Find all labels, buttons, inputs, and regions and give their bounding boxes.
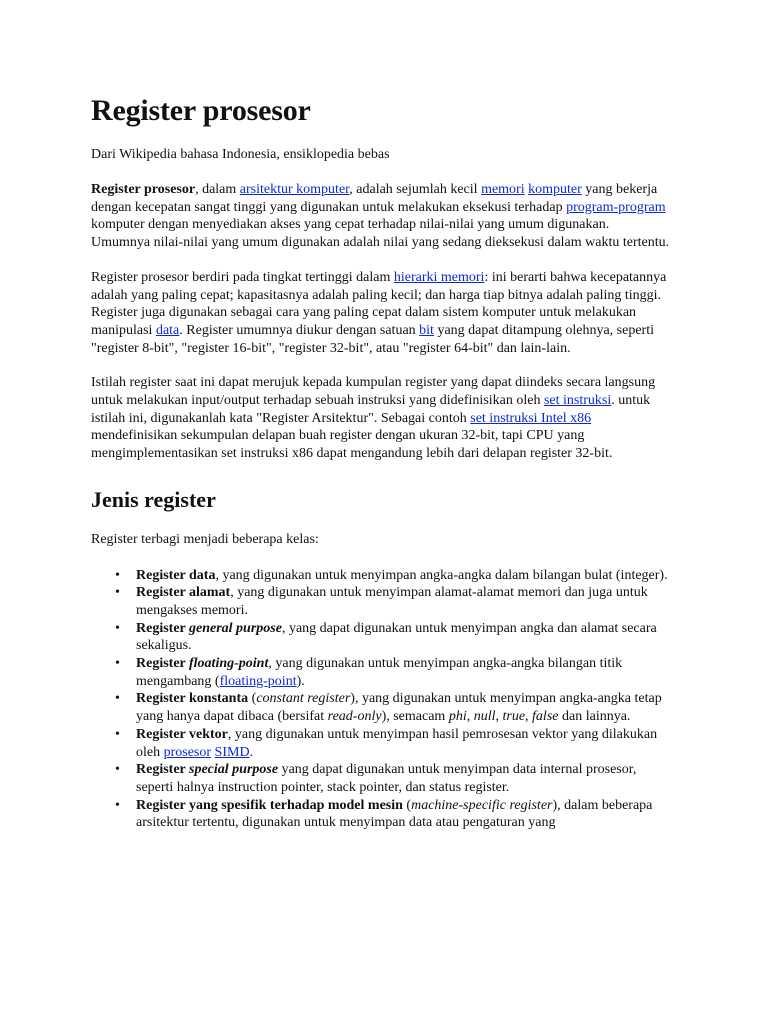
paragraph-3-text: Istilah register saat ini dapat merujuk kepada kumpulan register yang dapat diindeks secara langsung untuk melakukan input/output terhadap sebuah instruksi yang didefinisikan oleh: [91, 375, 656, 409]
list-item-text: ), semacam: [381, 709, 449, 725]
bullet-icon: •: [115, 691, 120, 707]
list-item-term-italic: general purpose: [189, 620, 282, 636]
list-item-term-italic: floating-point: [189, 656, 269, 672]
article: [91, 90, 671, 832]
paragraph-2-text: : ini berarti bahwa kecepatannya adalah yang paling cepat; kapasitasnya adalah paling kecil; dan harga tiap bitnya adalah paling tinggi. Register juga digunakan sebagai cara yang paling cepat dalam sistem komputer untuk melakukan manipulasi: [91, 269, 667, 338]
link-set-instruksi[interactable]: set instruksi: [543, 393, 612, 409]
link-simd[interactable]: SIMD: [214, 744, 250, 760]
list-item-italic: phi: [448, 709, 467, 725]
paragraph-1-text: yang bekerja dengan kecepatan sangat tinggi yang digunakan untuk melakukan eksekusi terhadap: [91, 182, 658, 215]
bullet-icon: •: [115, 656, 120, 672]
list-item-text: ,: [495, 709, 503, 725]
list-item-text: , yang digunakan untuk menyimpan angka-angka dalam bilangan bulat (integer).: [215, 567, 668, 583]
list-item-term: Register data: [136, 567, 216, 583]
list-item-text: ), dalam beberapa arsitektur tertentu, digunakan untuk menyimpan data atau pengaturan yang: [136, 797, 653, 831]
list-item-term: Register yang spesifik terhadap model mesin: [136, 797, 403, 813]
list-item: [115, 584, 676, 619]
link-floating-point[interactable]: floating-point: [219, 673, 297, 689]
paragraph-1-text: komputer dengan menyediakan akses yang cepat terhadap nilai-nilai yang umum digunakan. Umumnya nilai-nilai yang umum digunakan adalah nilai yang sedang dieksekusi dalam waktu tertentu.: [91, 217, 670, 251]
list-item-italic: true: [502, 709, 526, 725]
page-subtitle: Dari Wikipedia bahasa Indonesia, ensiklopedia bebas: [91, 147, 390, 162]
list-item: [115, 655, 676, 690]
list-item-text: yang dapat digunakan untuk menyimpan data internal prosesor, seperti halnya instruction pointer, stack pointer, dan status register.: [136, 762, 637, 795]
list-item-text: , yang digunakan untuk menyimpan angka-angka bilangan titik mengambang (: [136, 656, 623, 689]
paragraph-3-text: . untuk istilah ini, digunakanlah kata "Register Arsitektur". Sebagai contoh: [91, 393, 651, 426]
link-memori[interactable]: memori: [481, 182, 525, 197]
list-item-text: ,: [525, 709, 533, 725]
list-item: [115, 761, 676, 796]
list-item-term: Register: [136, 762, 189, 778]
list-item-text: ), yang digunakan untuk menyimpan angka-angka tetap yang hanya dapat dibaca (bersifat: [136, 691, 662, 725]
list-item: [115, 726, 676, 761]
list-item-italic: false: [532, 709, 559, 725]
list-item-italic: constant register: [256, 691, 351, 707]
bullet-icon: •: [115, 797, 120, 813]
paragraph-1: [91, 181, 671, 252]
list-item-italic: machine-specific register: [411, 797, 553, 813]
list-item-text: dan lainnya.: [558, 709, 631, 725]
section-heading: Jenis register: [91, 486, 216, 512]
bullet-icon: •: [115, 585, 120, 601]
paragraph-3: [91, 374, 671, 463]
list-item: [115, 567, 676, 585]
list-item-term: Register vektor: [136, 726, 228, 742]
register-types-list: [91, 567, 676, 833]
bullet-icon: •: [115, 567, 120, 583]
paragraph-1-text: , adalah sejumlah kecil: [349, 182, 482, 197]
list-item-term: Register: [136, 620, 189, 636]
link-bit[interactable]: bit: [419, 322, 434, 338]
bullet-icon: •: [115, 762, 120, 778]
link-program-program[interactable]: program-program: [566, 199, 666, 215]
paragraph-2-text: yang dapat ditampung olehnya, seperti "register 8-bit", "register 16-bit", "register 32-bit", atau "register 64-bit" dan lain-lain.: [91, 322, 655, 356]
paragraph-3-text: mendefinisikan sekumpulan delapan buah register dengan ukuran 32-bit, tapi CPU yang mengimplementasikan set instruksi x86 dapat mengandung lebih dari delapan register 32-bit.: [91, 428, 613, 462]
link-prosesor[interactable]: prosesor: [163, 744, 212, 760]
list-item-term: Register konstanta: [136, 691, 249, 707]
list-item-term-italic: special purpose: [189, 762, 279, 778]
list-item-text: ,: [466, 709, 474, 725]
list-item: [115, 620, 676, 655]
list-item-text: ).: [296, 673, 305, 689]
link-hierarki-memori[interactable]: hierarki memori: [393, 269, 485, 285]
link-set-instruksi-intel-x86[interactable]: set instruksi Intel x86: [470, 410, 592, 426]
list-item-term: Register: [136, 656, 189, 672]
list-item-text: , yang digunakan untuk menyimpan alamat-alamat memori dan juga untuk mengakses memori.: [136, 585, 648, 618]
paragraph-2: [91, 269, 671, 358]
paragraph-1-text: , dalam: [195, 182, 240, 197]
section-intro: Register terbagi menjadi beberapa kelas:: [91, 531, 319, 547]
link-arsitektur-komputer[interactable]: arsitektur komputer: [239, 182, 350, 197]
link-komputer[interactable]: komputer: [528, 182, 582, 197]
list-item-text: (: [248, 691, 257, 707]
link-data[interactable]: data: [155, 322, 180, 338]
list-item-italic: null: [473, 709, 496, 725]
paragraph-2-text: Register prosesor berdiri pada tingkat tertinggi dalam: [91, 269, 394, 285]
paragraph-2-text: . Register umumnya diukur dengan satuan: [179, 322, 420, 338]
bullet-icon: •: [115, 620, 120, 636]
bullet-icon: •: [115, 726, 120, 742]
list-item-italic: read-only: [327, 709, 382, 725]
list-item-text: , yang digunakan untuk menyimpan hasil pemrosesan vektor yang dilakukan oleh: [136, 726, 658, 760]
page-title: Register prosesor: [91, 94, 311, 127]
list-item-text: .: [249, 744, 254, 760]
list-item-text: , yang dapat digunakan untuk menyimpan angka dan alamat secara sekaligus.: [136, 620, 657, 654]
list-item: [115, 690, 676, 725]
list-item-text: (: [402, 797, 412, 813]
paragraph-1-term: Register prosesor: [91, 182, 196, 197]
list-item-term: Register alamat: [136, 585, 231, 601]
list-item: [115, 797, 676, 832]
